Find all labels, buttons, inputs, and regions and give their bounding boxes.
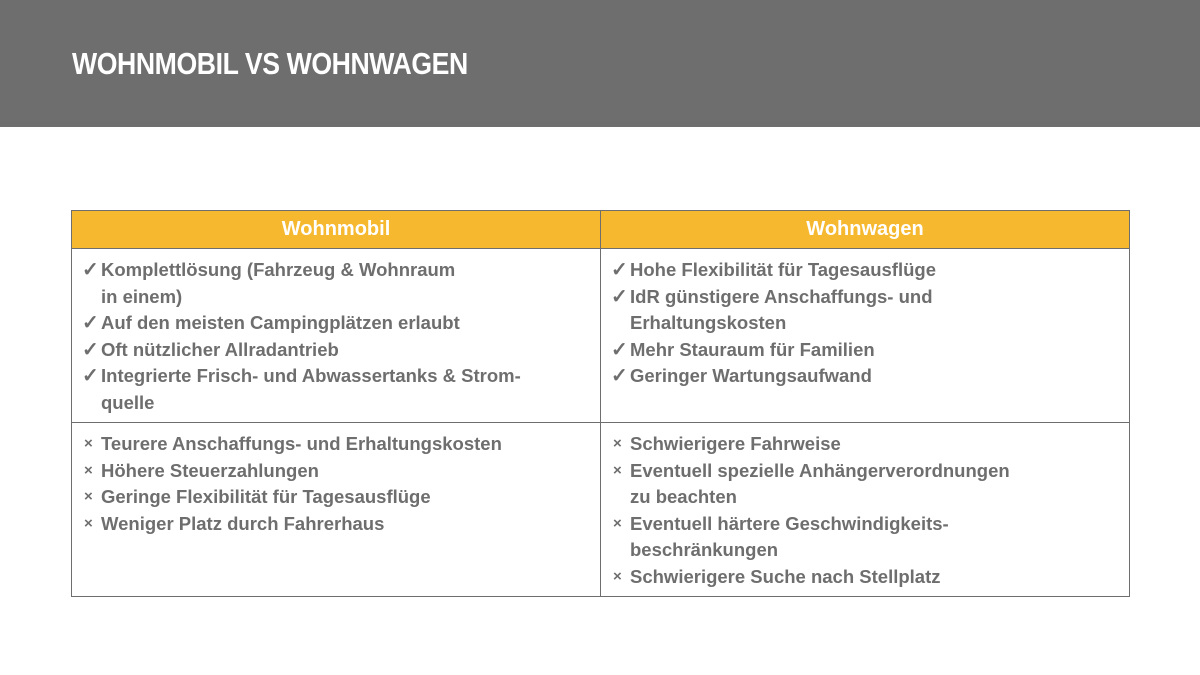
disadvantage-item [611,564,1119,591]
cross-icon: × [613,461,622,479]
check-icon: ✓ [611,365,628,387]
advantage-item [82,310,590,337]
disadvantage-text: Teurere Anschaffungs- und Erhaltungskosten [101,433,502,454]
disadvantage-item [611,431,1119,458]
disadvantage-text: Geringe Flexibilität für Tagesausflüge [101,486,431,507]
wohnwagen-disadvantages-cell [601,423,1130,597]
advantage-item [82,363,590,416]
header-row [72,211,1130,249]
wohnmobil-disadvantages-list [82,431,590,537]
disadvantage-text: Eventuell spezielle Anhängerverordnungen zu beachten [630,459,1010,507]
wohnwagen-disadvantages-list [611,431,1119,590]
disadvantage-item [82,458,590,485]
advantage-item [611,363,1119,390]
wohnmobil-disadvantages-cell [72,423,601,597]
disadvantage-item [611,511,1119,564]
check-icon: ✓ [82,259,99,281]
check-icon: ✓ [611,259,628,281]
column-header-wohnwagen: Wohnwagen [601,211,1130,249]
advantage-text: Hohe Flexibilität für Tagesausflüge [630,259,936,280]
comparison-table [71,210,1130,597]
disadvantage-item [82,431,590,458]
disadvantage-item [611,458,1119,511]
cross-icon: × [84,514,93,532]
disadvantage-text: Schwierigere Fahrweise [630,433,841,454]
advantage-item [611,337,1119,364]
advantage-text: Auf den meisten Campingplätzen erlaubt [101,312,460,333]
advantage-text: Oft nützlicher Allradantrieb [101,338,339,360]
check-icon: ✓ [611,285,628,308]
advantage-item [611,284,1119,337]
check-icon: ✓ [82,312,99,334]
disadvantage-text: Eventuell härtere Geschwindigkeits- beschränkungen [630,512,949,560]
advantage-text: IdR günstigere Anschaffungs- und Erhaltungskosten [630,285,933,333]
cross-icon: × [613,435,622,452]
advantage-text: Geringer Wartungsaufwand [630,365,872,386]
advantages-row [72,249,1130,423]
check-icon: ✓ [82,365,99,387]
disadvantage-text: Schwierigere Suche nach Stellplatz [630,565,941,587]
wohnwagen-advantages-cell [601,249,1130,423]
cross-icon: × [84,435,93,452]
cross-icon: × [84,488,93,505]
slide-title: WOHNMOBIL VS WOHNWAGEN [72,46,468,81]
disadvantage-item [82,484,590,511]
advantage-text: Integrierte Frisch- und Abwassertanks & Strom- quelle [101,365,521,413]
check-icon: ✓ [82,338,99,361]
check-icon: ✓ [611,338,628,361]
advantage-item [82,257,590,310]
disadvantage-text: Weniger Platz durch Fahrerhaus [101,512,385,534]
advantage-item [611,257,1119,284]
column-header-wohnmobil: Wohnmobil [72,211,601,249]
disadvantages-row [72,423,1130,597]
advantage-item [82,337,590,364]
cross-icon: × [613,514,622,532]
cross-icon: × [84,461,93,479]
wohnwagen-advantages-list [611,257,1119,390]
wohnmobil-advantages-list [82,257,590,416]
disadvantage-text: Höhere Steuerzahlungen [101,459,319,481]
advantage-text: Komplettlösung (Fahrzeug & Wohnraum in einem) [101,259,456,307]
wohnmobil-advantages-cell [72,249,601,423]
cross-icon: × [613,567,622,585]
advantage-text: Mehr Stauraum für Familien [630,338,875,360]
disadvantage-item [82,511,590,538]
